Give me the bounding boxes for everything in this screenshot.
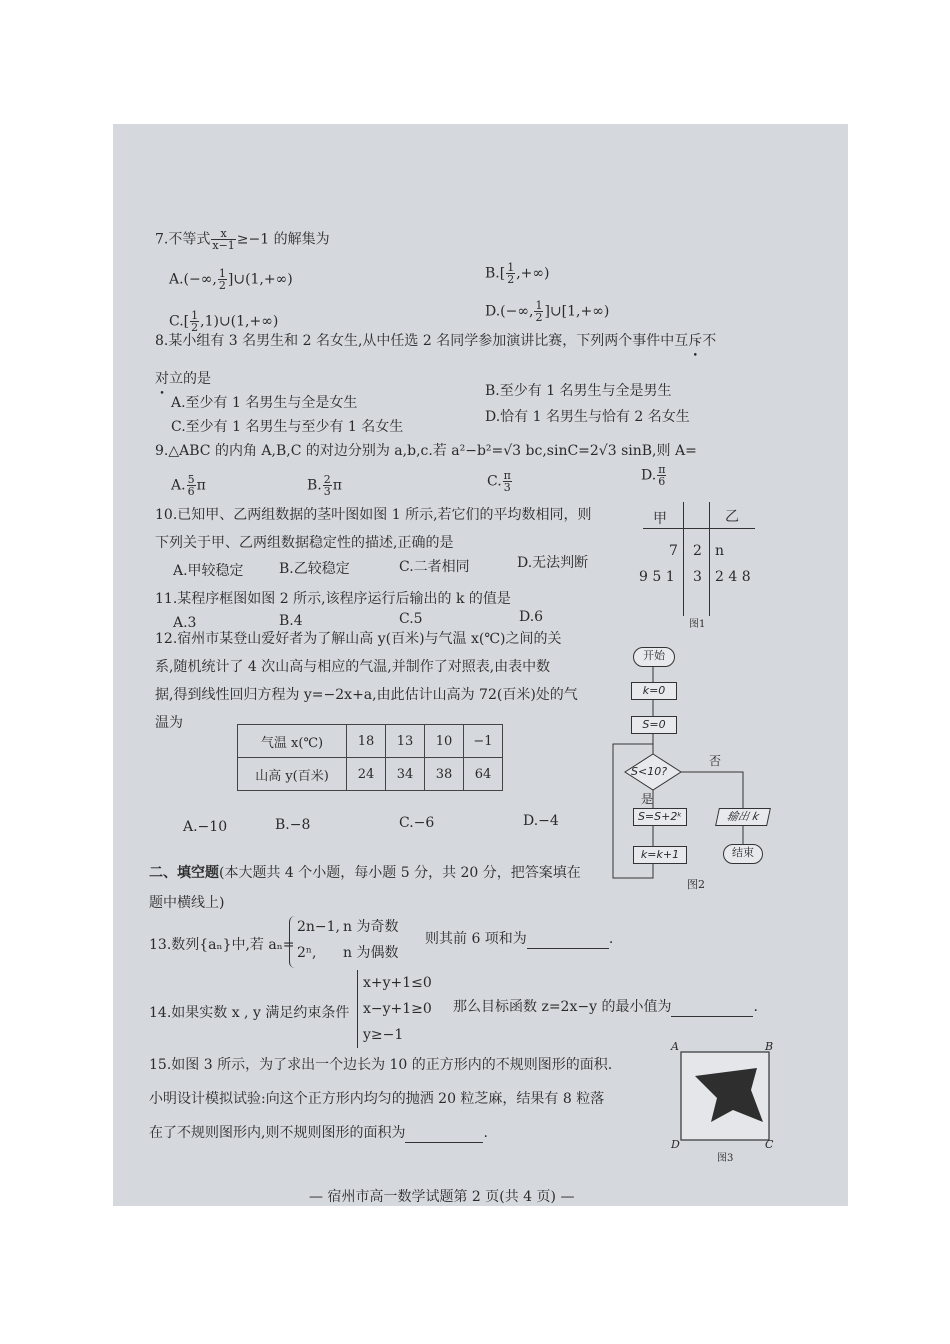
flowchart-update-s: S=S+2ᵏ — [633, 808, 687, 826]
q13-case1-cond: n 为奇数 — [343, 919, 399, 935]
q8-stem-line1: 8.某小组有 3 名男生和 2 名女生,从中任选 2 名同学参加演讲比赛，下列两个事件中互斥不 — [155, 333, 717, 349]
stem-leaf-row2-stem: 3 — [693, 569, 702, 585]
table-cell: 18 — [347, 725, 386, 758]
q10-stem-line2: 下列关于甲、乙两组数据稳定性的描述,正确的是 — [155, 535, 454, 551]
section-2-title: 二、填空题 — [149, 865, 219, 881]
q12-stem-line3: 据,得到线性回归方程为 y=−2x+a,由此估计山高为 72(百米)处的气 — [155, 687, 578, 703]
q13-pre: 13.数列{aₙ}中,若 aₙ= — [149, 937, 295, 953]
q9-option-b: B. $\frac{2}{3}$ π — [307, 473, 342, 498]
q7-option-a: A.(−∞, $\frac{1}{2}$ ]∪(1,+∞) — [169, 267, 293, 292]
stem-leaf-head-right: 乙 — [725, 509, 739, 525]
figure-1-caption: 图1 — [689, 619, 706, 630]
stem-leaf-row1-left: 7 — [669, 543, 678, 559]
q12-stem-line2: 系,随机统计了 4 次山高与相应的气温,并制作了对照表,由表中数 — [155, 659, 551, 675]
table-cell: 34 — [386, 758, 425, 791]
table-cell: 10 — [425, 725, 464, 758]
table-cell: 气温 x(℃) — [238, 725, 347, 758]
q10-option-a: A.甲较稳定 — [173, 563, 244, 579]
q14-brace — [357, 970, 358, 1048]
figure-3-label-b: B — [765, 1040, 774, 1053]
table-cell: 山高 y(百米) — [238, 758, 347, 791]
flowchart-yes-label: 是 — [641, 792, 654, 806]
table-cell: 64 — [464, 758, 503, 791]
stem-leaf-head-left: 甲 — [653, 511, 667, 527]
q12-option-b: B.−8 — [275, 817, 311, 833]
q7-option-c: C.[ $\frac{1}{2}$ ,1)∪(1,+∞) — [169, 309, 279, 334]
q14-constraint-3: y≥−1 — [363, 1027, 404, 1043]
q11-option-b: B.4 — [279, 613, 303, 629]
q8-option-b: B.至少有 1 名男生与全是男生 — [485, 383, 672, 399]
q12-option-d: D.−4 — [523, 813, 559, 829]
q11-stem: 11.某程序框图如图 2 所示,该程序运行后输出的 k 的值是 — [155, 591, 511, 607]
stem-leaf-vline-right — [709, 502, 710, 616]
section-2-line2: 题中横线上) — [149, 895, 225, 911]
flowchart-start: 开始 — [633, 647, 675, 667]
flowchart-output: 输出 k — [715, 808, 771, 826]
q12-data-table — [237, 724, 503, 791]
q15-answer-blank[interactable] — [405, 1124, 483, 1143]
q9-option-d: D. $\frac{\pi}{6}$ — [641, 463, 666, 488]
figure-2-caption: 图2 — [687, 878, 705, 891]
stem-leaf-hline — [643, 528, 755, 529]
q13-answer-blank[interactable] — [527, 930, 609, 949]
stem-leaf-row2-left: 9 5 1 — [639, 569, 675, 585]
stem-leaf-row2-right: 2 4 8 — [715, 569, 751, 585]
q11-option-a: A.3 — [173, 615, 197, 631]
figure-3-square — [677, 1046, 777, 1146]
q8-option-a: A.至少有 1 名男生与全是女生 — [171, 395, 358, 411]
q10-option-c: C.二者相同 — [399, 559, 470, 575]
q7-option-b: B.[ $\frac{1}{2}$ ,+∞) — [485, 261, 550, 286]
q15-line3: 在了不规则图形内,则不规则图形的面积为 . — [149, 1125, 488, 1141]
table-cell: 38 — [425, 758, 464, 791]
q14-answer-blank[interactable] — [671, 998, 753, 1017]
table-cell: 24 — [347, 758, 386, 791]
figure-3-label-c: C — [765, 1138, 774, 1151]
q10-option-d: D.无法判断 — [517, 555, 589, 571]
stem-leaf-row1-right: n — [715, 543, 725, 559]
q7-option-d: D.(−∞, $\frac{1}{2}$ ]∪[1,+∞) — [485, 299, 610, 324]
stem-leaf-row1-stem: 2 — [693, 543, 702, 559]
flowchart-no-label: 否 — [709, 754, 722, 768]
q12-option-a: A.−10 — [183, 819, 228, 835]
q12-stem-line1: 12.宿州市某登山爱好者为了解山高 y(百米)与气温 x(℃)之间的关 — [155, 631, 562, 647]
q8-option-c: C.至少有 1 名男生与至少有 1 名女生 — [171, 419, 404, 435]
q9-stem: 9.△ABC 的内角 A,B,C 的对边分别为 a,b,c.若 a²−b²=√3 bc,sinC=2√3 sinB,则 A= — [155, 443, 697, 459]
table-row — [238, 758, 503, 791]
flowchart-init-s: S=0 — [631, 716, 677, 734]
q10-stem-line1: 10.已知甲、乙两组数据的茎叶图如图 1 所示,若它们的平均数相同，则 — [155, 507, 592, 523]
q12-stem-line4: 温为 — [155, 715, 183, 731]
q14-post: 那么目标函数 z=2x−y 的最小值为 . — [453, 999, 758, 1015]
q13-case1-expr: 2n−1, — [297, 919, 341, 935]
q11-option-d: D.6 — [519, 609, 544, 625]
figure-3-label-a: A — [671, 1040, 679, 1053]
page-footer: — 宿州市高一数学试题第 2 页(共 4 页) — — [309, 1189, 575, 1205]
section-2-line1: 二、填空题(本大题共 4 个小题，每小题 5 分，共 20 分，把答案填在 — [149, 865, 581, 881]
q13-post: 则其前 6 项和为 . — [425, 931, 614, 947]
table-row — [238, 725, 503, 758]
flowchart-condition: S<10? — [631, 765, 668, 778]
q14-constraint-1: x+y+1≤0 — [363, 975, 432, 991]
q8-option-d: D.恰有 1 名男生与恰有 2 名女生 — [485, 409, 690, 425]
q9-option-c: C. $\frac{\pi}{3}$ — [487, 469, 511, 494]
flowchart-init-k: k=0 — [631, 682, 677, 700]
table-cell: −1 — [464, 725, 503, 758]
q10-option-b: B.乙较稳定 — [279, 561, 350, 577]
stem-leaf-vline-left — [683, 502, 684, 616]
q13-case2-expr: 2ⁿ, — [297, 945, 317, 961]
q15-line2: 小明设计模拟试验:向这个正方形内均匀的抛洒 20 粒芝麻，结果有 8 粒落 — [149, 1091, 605, 1107]
q13-brace — [289, 916, 296, 968]
figure-3-caption: 图3 — [717, 1153, 734, 1164]
flowchart-end: 结束 — [723, 844, 763, 864]
q9-option-a: A. $\frac{5}{6}$ π — [171, 473, 206, 498]
exam-page — [113, 124, 848, 1206]
q12-option-c: C.−6 — [399, 815, 435, 831]
q11-option-c: C.5 — [399, 611, 423, 627]
q15-line1: 15.如图 3 所示，为了求出一个边长为 10 的正方形内的不规则图形的面积. — [149, 1057, 613, 1073]
flowchart-update-k: k=k+1 — [633, 846, 687, 864]
q14-constraint-2: x−y+1≥0 — [363, 1001, 432, 1017]
q8-stem-line2: 对立的是 — [155, 371, 211, 387]
figure-3-label-d: D — [671, 1138, 680, 1151]
q14-pre: 14.如果实数 x , y 满足约束条件 — [149, 1005, 350, 1021]
q7-stem: 7.不等式 $\frac{x}{x-1}$ ≥−1 的解集为 — [155, 227, 330, 252]
table-cell: 13 — [386, 725, 425, 758]
q13-case2-cond: n 为偶数 — [343, 945, 399, 961]
